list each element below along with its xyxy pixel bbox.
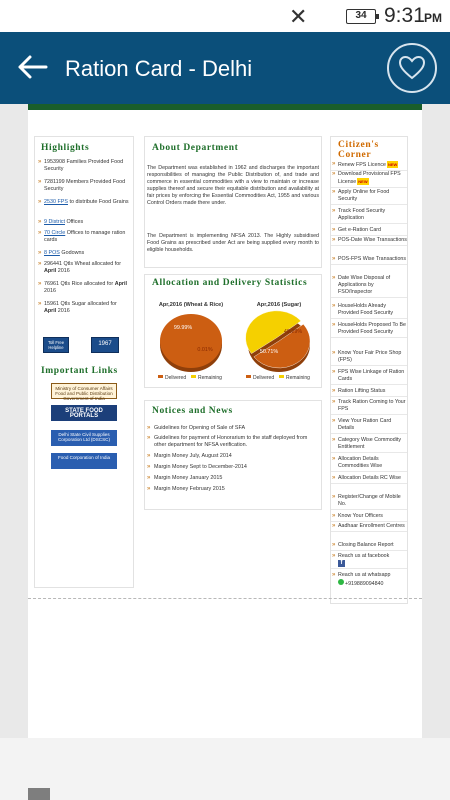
citizen-link[interactable]: » Date Wise Disposal of Applications by FSO/Inspector [331,275,407,298]
notice-item[interactable]: » Margin Money January 2015 [147,475,223,481]
citizen-link[interactable]: » Register/Change of Mobile No. [331,494,407,510]
highlights-title: Highlights [41,143,90,153]
back-arrow-icon[interactable] [16,52,48,82]
highlight-item: » 7281199 Members Provided Food Security [38,179,126,193]
page-corner [28,788,50,800]
new-badge: NEW [358,179,368,185]
highlights-panel [34,136,134,588]
notice-item[interactable]: » Guidelines for Opening of Sale of SFA [147,425,246,431]
notices-panel [144,400,322,510]
about-title: About Department [152,143,239,153]
web-page [28,104,422,800]
citizen-link[interactable]: » HouseHolds Proposed To Be Provided Food Security [331,322,407,338]
citizen-link[interactable]: » FPS Wise Linkage of Ration Cards [331,369,407,385]
legend-label: Remaining [198,375,222,381]
highlight-item: » 76961 Qtls Rice allocated for April 2016 [38,281,127,295]
pie-data-label: 99.99% [173,325,193,331]
highlight-item: » 1953908 Families Provided Food Security [38,159,124,173]
allocation-title: Allocation and Delivery Statistics [152,278,308,288]
battery-icon: 34 [346,9,376,24]
new-badge: NEW [388,162,398,167]
legend-label: Remaining [286,375,310,381]
highlight-item[interactable]: » 70 Circle Offices to manage ration cards [38,230,126,244]
citizen-link[interactable]: » Track Ration Coming to Your FPS [331,399,407,415]
pie-title: Apr,2016 (Wheat & Rice) [158,302,224,308]
notice-item[interactable]: » Guidelines for payment of Honorarium to the staff deployed from other department for NFSA verification. [147,435,308,449]
pie-slice [160,314,222,368]
clock-time: 9:31 [384,4,425,27]
citizen-link[interactable]: » POS-FPS Wise Transactions [331,256,407,265]
citizen-link[interactable]: » Ration Lifting Status [331,388,407,397]
allocation-charts [145,299,321,387]
state-food-portals-link[interactable]: STATE FOOD PORTALS [51,405,117,421]
notice-item[interactable]: » Margin Money Sept to December-2014 [147,464,247,470]
citizen-link[interactable]: » Track Food Security Application [331,208,407,224]
legend-swatch-delivered [246,375,251,378]
citizens-corner-panel [330,136,408,604]
citizen-link[interactable]: » Aadhaar Enrollment Centres [331,523,407,532]
citizen-link[interactable]: » View Your Ration Card Details [331,418,407,434]
highlight-item: » 15961 Qtls Sugar allocated for April 2016 [38,301,117,315]
page-title: Ration Card - Delhi [65,56,253,81]
notices-title: Notices and News [152,406,233,416]
highlight-item[interactable]: » 2530 FPS to distribute Food Grains [38,199,129,205]
helpline-badge[interactable]: Toll Free Helpline [43,337,69,353]
citizens-corner-title: Citizen's Corner [338,140,379,160]
bottom-bar [0,738,450,800]
close-icon: ✕ [289,4,308,29]
citizen-link[interactable]: » HouseHolds Already Provided Food Security [331,303,407,319]
app-bar [0,32,450,104]
legend-label: Delivered [165,375,187,381]
allocation-panel [144,274,322,388]
fci-link[interactable]: Food Corporation of India [51,453,117,469]
footer-divider [28,598,422,599]
ministry-logo-link[interactable]: Ministry of Consumer Affairs Food and Public Distribution Government of India [51,383,117,399]
legend-swatch-remaining [191,375,196,378]
citizen-link[interactable]: » Closing Balance Report [331,542,407,551]
whatsapp-icon [338,579,344,585]
citizen-link[interactable]: » Download Provisional FPS License NEW [331,171,407,188]
citizen-link[interactable]: » Apply Online for Food Security [331,189,407,205]
dscsc-link[interactable]: Delhi State Civil Supplies Corporation Ltd (DSCSC) [51,430,117,446]
citizen-link[interactable]: » POS-Date Wise Transactions [331,237,407,246]
pie-title: Apr,2016 (Sugar) [256,302,302,308]
legend-swatch-delivered [158,375,163,378]
citizen-link[interactable]: » Reach us at whatsapp +919889094840 [332,572,391,588]
favorite-button[interactable] [387,43,437,93]
important-links-title: Important Links [41,366,118,376]
about-panel [144,136,322,268]
facebook-icon[interactable]: f [338,560,345,567]
citizen-link[interactable]: » Get e-Ration Card [331,227,407,236]
highlight-item: » 296441 Qtls Wheat allocated for April 2016 [38,261,122,275]
about-paragraph-1: The Department was established in 1962 and discharges the important responsibilities of managing the Public Distribution of, and trade and commerce in essential commodities with a view to maintain or increase supplies thereof and secure their equitable distribution and availability at fair prices by enforcing the Essential Commodities Act, 1955 and various Control Orders made there under. [147,165,319,207]
pie-data-label: 49.29% [283,329,303,335]
heart-icon [389,45,435,91]
citizen-link[interactable]: » Reach us at facebook f [331,553,407,569]
helpline-number-badge[interactable]: 1967 [91,337,119,353]
citizen-link[interactable]: » Category Wise Commodity Entitlement [331,437,407,453]
citizen-link[interactable]: » Renew FPS Licence NEW [331,161,407,171]
pie-data-label: 0.01% [197,347,213,353]
pie-data-label: 50.71% [259,349,279,355]
highlight-item[interactable]: » 9 District Offices [38,219,84,225]
header-stripe [28,104,422,110]
citizen-link[interactable]: » Allocation Details Commodities Wise [331,456,407,472]
legend-label: Delivered [253,375,275,381]
about-paragraph-2: The Department is implementing NFSA 2013. The Highly subsidised Food Grains as prescribed under Act are being supplied every month to eligible households. [147,233,319,254]
clock-ampm: PM [424,11,442,25]
highlight-item[interactable]: » 8 POS Godowns [38,250,85,256]
citizen-link[interactable]: » Allocation Details RC Wise [331,475,407,484]
status-bar [0,0,450,32]
citizen-link[interactable]: » Know Your Fair Price Shop (FPS) [331,350,407,366]
notice-item[interactable]: » Margin Money July, August 2014 [147,453,232,459]
legend-swatch-remaining [279,375,284,378]
notice-item[interactable]: » Margin Money February 2015 [147,486,225,492]
citizen-link[interactable]: » Know Your Officers [331,513,407,522]
